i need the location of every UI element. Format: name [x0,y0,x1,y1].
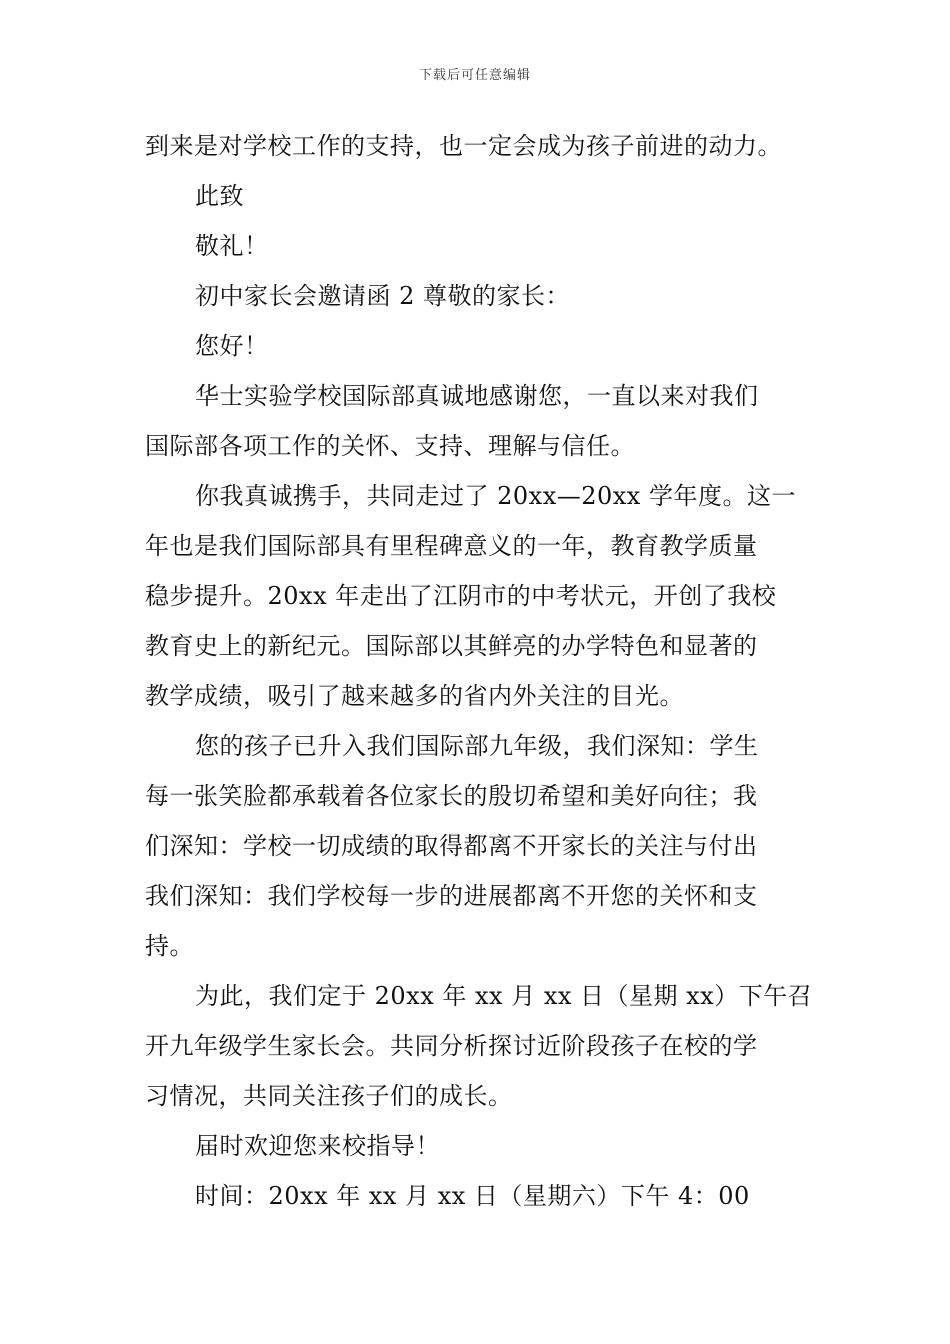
paragraph-line: 为此，我们定于 20xx 年 xx 月 xx 日（星期 xx）下午召 [195,982,813,1010]
paragraph-line: 我们深知：我们学校每一步的进展都离不开您的关怀和支 [145,882,758,910]
paragraph-line: 每一张笑脸都承载着各位家长的殷切希望和美好向往；我 [145,782,758,810]
header-note: 下载后可任意编辑 [418,68,531,83]
paragraph-line: 习情况，共同关注孩子们的成长。 [145,1082,513,1110]
paragraph-line: 国际部各项工作的关怀、支持、理解与信任。 [145,432,635,460]
letter-body [145,121,813,1221]
closing-line: 此致 [195,182,244,210]
paragraph-line: 持。 [145,932,194,960]
invitation-heading: 初中家长会邀请函 2 尊敬的家长： [195,282,571,310]
paragraph-line: 们深知：学校一切成绩的取得都离不开家长的关注与付出 [145,832,758,860]
paragraph-line: 华士实验学校国际部真诚地感谢您，一直以来对我们 [195,382,759,410]
paragraph-line: 届时欢迎您来校指导！ [195,1132,440,1160]
paragraph-line: 稳步提升。20xx 年走出了江阴市的中考状元，开创了我校 [145,582,777,610]
paragraph-line: 您的孩子已升入我们国际部九年级，我们深知：学生 [195,732,759,760]
paragraph-line: 教学成绩，吸引了越来越多的省内外关注的目光。 [145,682,684,710]
closing-line: 敬礼！ [195,232,269,260]
time-line: 时间：20xx 年 xx 月 xx 日（星期六）下午 4：00 [195,1182,750,1210]
paragraph-line: 你我真诚携手，共同走过了 20xx—20xx 学年度。这一 [195,482,796,510]
paragraph-line: 开九年级学生家长会。共同分析探讨近阶段孩子在校的学 [145,1032,758,1060]
paragraph-line: 到来是对学校工作的支持，也一定会成为孩子前进的动力。 [145,132,782,160]
paragraph-line: 教育史上的新纪元。国际部以其鲜亮的办学特色和显著的 [145,632,758,660]
paragraph-line: 年也是我们国际部具有里程碑意义的一年，教育教学质量 [145,532,758,560]
greeting-line: 您好！ [195,332,269,360]
